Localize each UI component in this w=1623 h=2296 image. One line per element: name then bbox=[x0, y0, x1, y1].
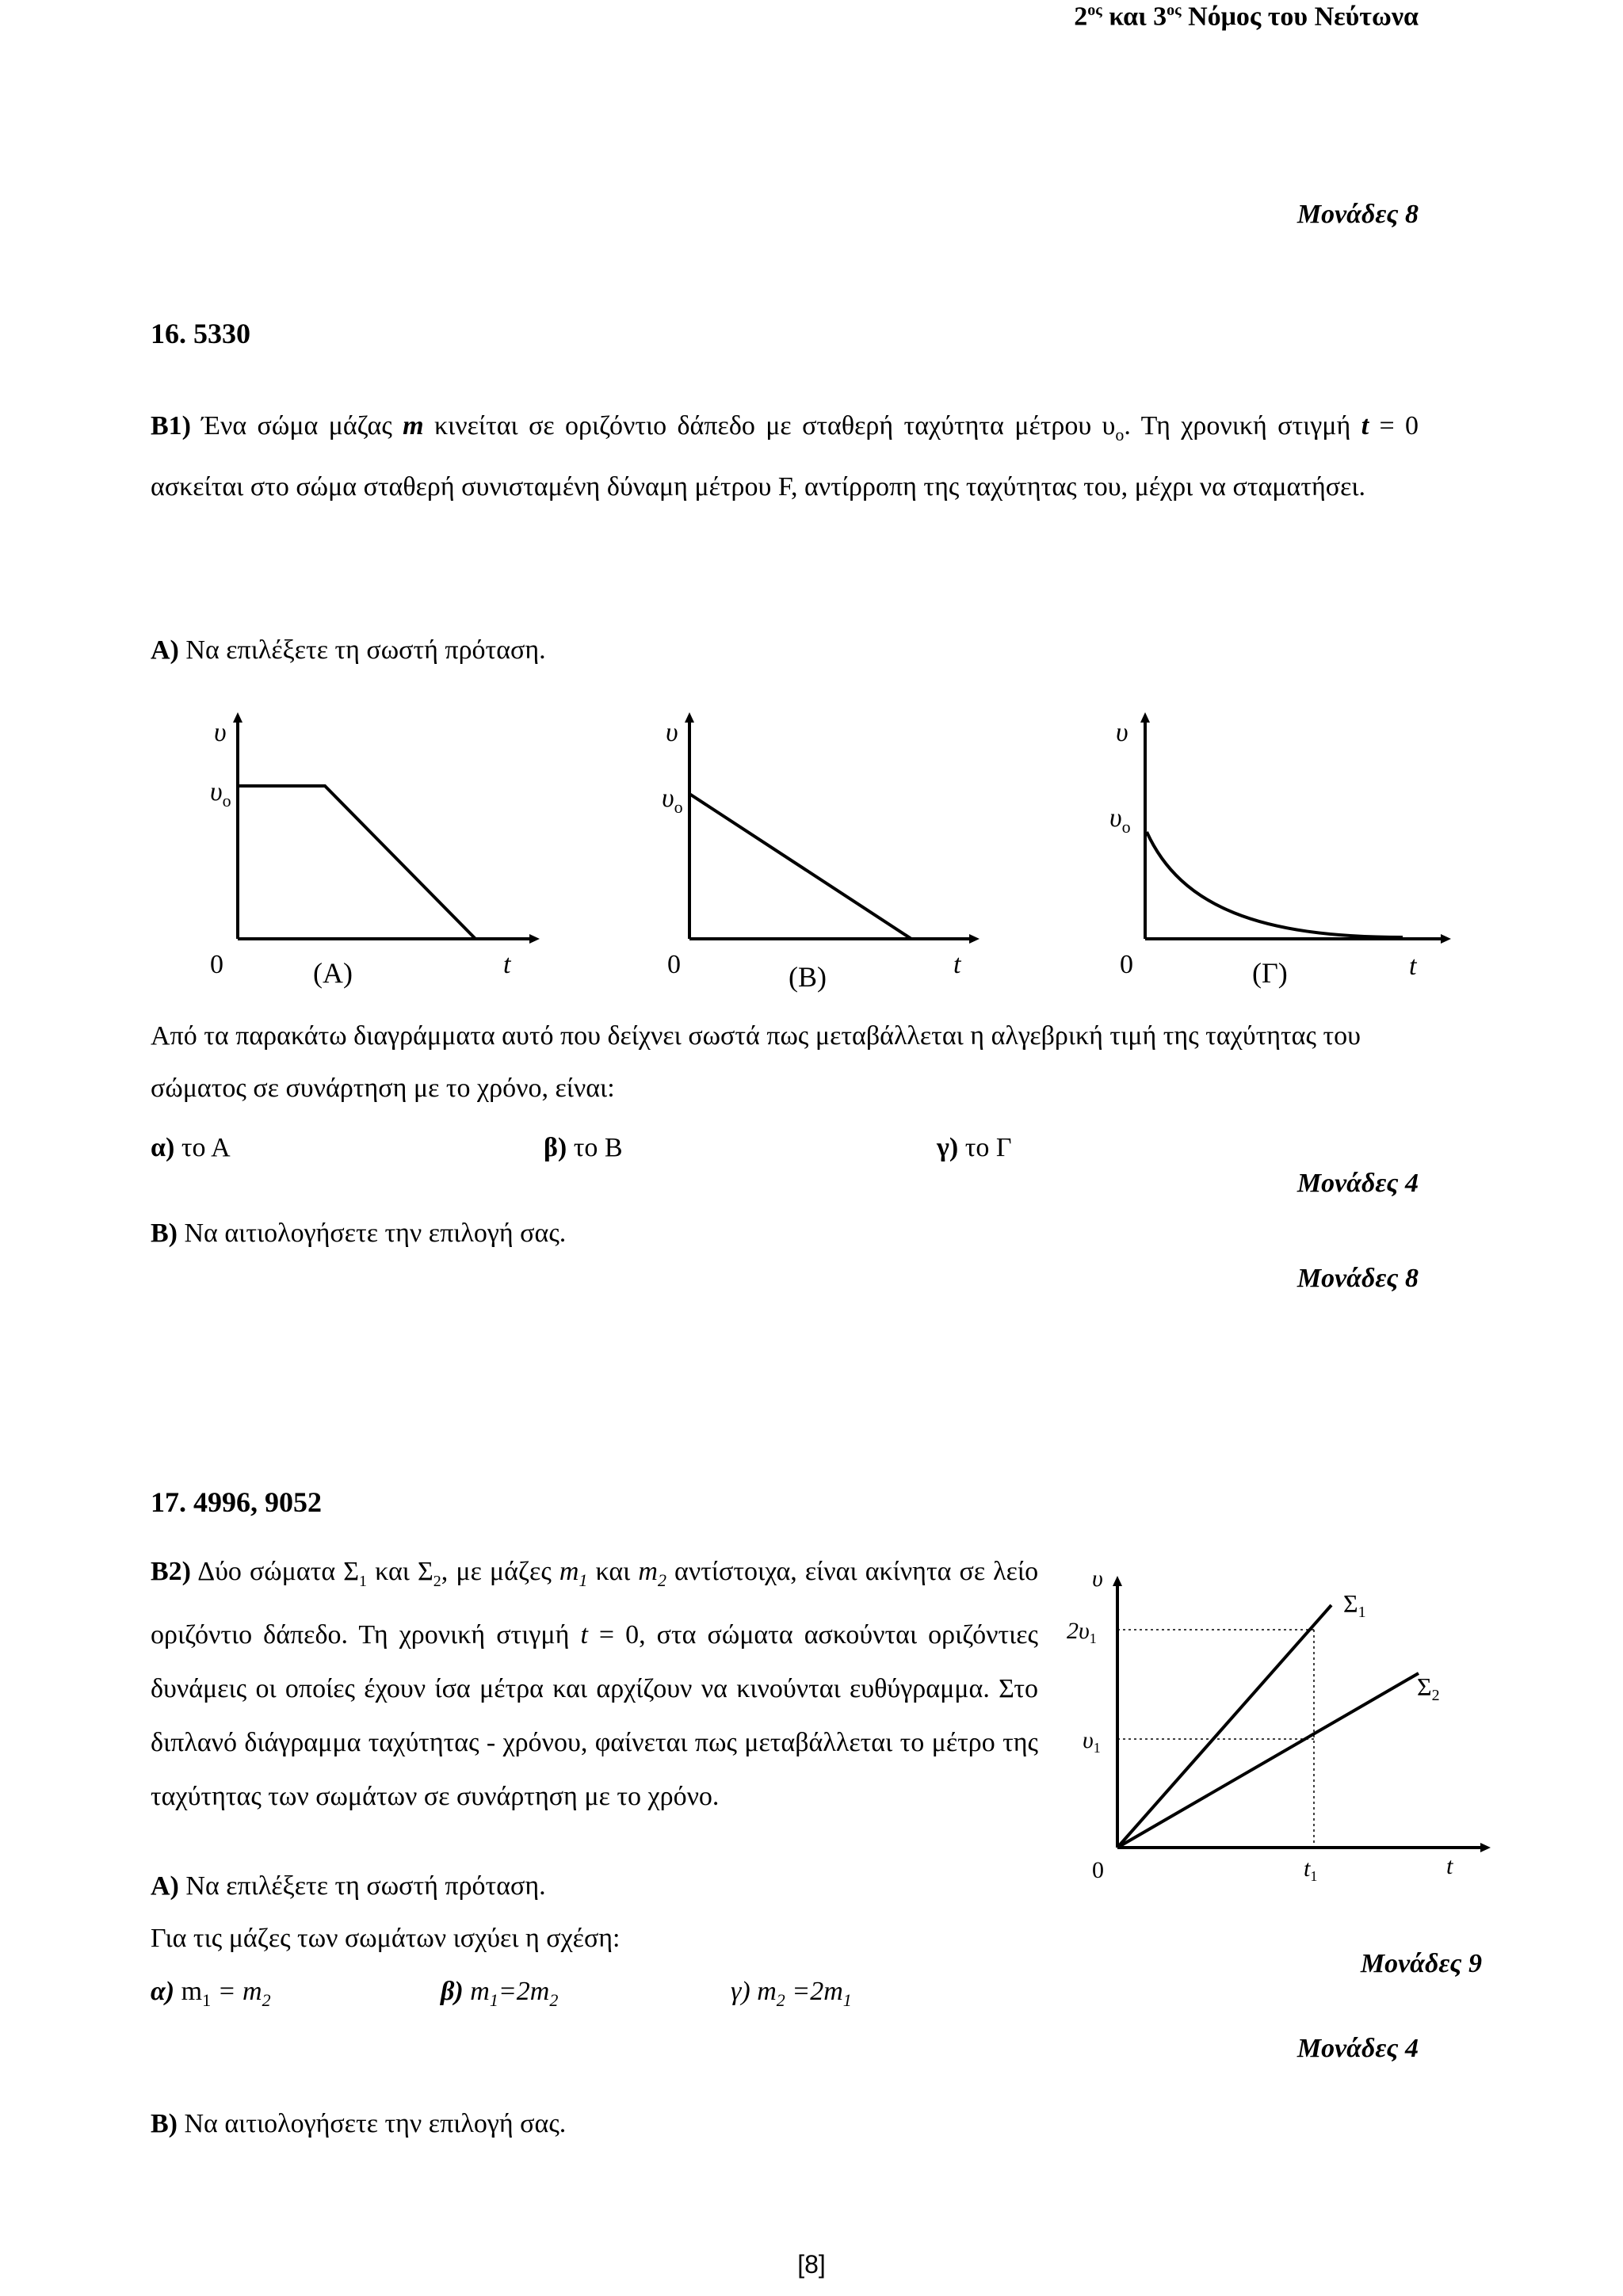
text-run: Ένα σώμα μάζας bbox=[201, 411, 392, 441]
marks-label: Μονάδες 4 bbox=[1296, 1169, 1419, 1198]
mass-relation-prompt: Για τις μάζες των σωμάτων ισχύει η σχέση: bbox=[151, 1924, 621, 1953]
text-run: . Τη χρονική στιγμή bbox=[1124, 411, 1351, 441]
graph-b-v0-label: $\upsilon_o$ bbox=[662, 784, 683, 817]
option-text: το Α bbox=[181, 1133, 231, 1162]
subscript: 1 bbox=[202, 1989, 212, 2010]
origin-label: 0 bbox=[1092, 1857, 1104, 1883]
series-line-2 bbox=[1117, 1673, 1419, 1848]
question-number: 16. 5330 bbox=[151, 318, 250, 349]
graph-c-curve bbox=[1147, 832, 1403, 937]
graph-c-v0-label: $\upsilon_o$ bbox=[1109, 803, 1131, 837]
mass-symbol: m bbox=[403, 411, 424, 441]
y-axis-label: υ bbox=[1092, 1569, 1103, 1592]
part-label: Β) bbox=[151, 2109, 178, 2138]
mass-symbol: m bbox=[559, 1557, 579, 1586]
subscript: 2 bbox=[657, 1569, 666, 1590]
graph-b-x-label: t bbox=[953, 950, 961, 979]
subscript: 1 bbox=[359, 1572, 368, 1590]
option-text: το Γ bbox=[964, 1133, 1012, 1162]
instruction-text: Να επιλέξετε τη σωστή πρόταση. bbox=[185, 635, 546, 665]
question-number: 17. 4996, 9052 bbox=[151, 1486, 322, 1518]
part-label: Α) bbox=[151, 1871, 179, 1901]
question-17-intro bbox=[151, 1545, 1038, 1824]
tick-v1: $\upsilon_1$ bbox=[1083, 1727, 1101, 1756]
instruction-text: Να επιλέξετε τη σωστή πρόταση. bbox=[185, 1871, 546, 1901]
part-label: Β2) bbox=[151, 1557, 191, 1586]
part-a-instruction bbox=[151, 635, 546, 666]
time-symbol: t bbox=[580, 1619, 588, 1650]
question-16-intro bbox=[151, 400, 1419, 513]
time-symbol: t bbox=[1361, 411, 1369, 441]
option-text: =2m bbox=[498, 1977, 550, 2006]
series-line-1 bbox=[1117, 1605, 1331, 1848]
option-text: = m bbox=[211, 1977, 262, 2006]
graph-c-x-label: t bbox=[1409, 952, 1417, 981]
page-header-title: $2^{o\varsigma}$ και $3^{o\varsigma}$ Νόμος του Νεύτωνα bbox=[1074, 2, 1419, 32]
subscript: 1 bbox=[842, 1989, 852, 2010]
marks-label: Μονάδες 9 bbox=[1360, 1949, 1482, 1978]
text-run: , με μάζες bbox=[441, 1557, 552, 1586]
graph-c-origin: 0 bbox=[1120, 950, 1133, 979]
subscript: 2 bbox=[549, 1989, 559, 2010]
text-run: Δύο σώματα Σ bbox=[197, 1557, 360, 1586]
subscript: 2 bbox=[433, 1572, 441, 1590]
subscript: 2 bbox=[262, 1989, 271, 2010]
part-label: Α) bbox=[151, 635, 179, 665]
x-axis-label: t bbox=[1446, 1853, 1453, 1879]
part-label: Β1) bbox=[151, 411, 191, 441]
mass-symbol: m bbox=[638, 1557, 658, 1586]
graph-b-y-label: υ bbox=[666, 718, 678, 747]
graph-b bbox=[662, 717, 975, 993]
subscript: ο bbox=[1115, 424, 1125, 444]
subscript: 2 bbox=[776, 1989, 785, 2010]
text-run: κινείται σε οριζόντιο δάπεδο με σταθερή ταχύτητα μέτρου υ bbox=[434, 411, 1116, 441]
series-2-label: Σ2 bbox=[1417, 1672, 1440, 1704]
tick-2v1: $2\upsilon_1$ bbox=[1067, 1618, 1097, 1646]
subscript: 1 bbox=[489, 1989, 498, 2010]
option-text: m bbox=[470, 1977, 490, 2006]
option-label: γ) bbox=[937, 1133, 959, 1162]
graph-a-origin: 0 bbox=[210, 950, 223, 979]
option-text: =2m bbox=[785, 1977, 843, 2006]
marks-label: Μονάδες 4 bbox=[1296, 2034, 1419, 2063]
instruction-text: Να αιτιολογήσετε την επιλογή σας. bbox=[184, 2109, 567, 2138]
graph-a bbox=[210, 717, 535, 989]
option-label: α) bbox=[151, 1977, 175, 2006]
graph-a-v0-label: $\upsilon_o$ bbox=[210, 777, 231, 810]
option-b bbox=[441, 1977, 558, 2011]
text-run: και Σ bbox=[375, 1557, 433, 1586]
graph-b-curve bbox=[689, 794, 911, 939]
header-superscript: ος bbox=[1167, 2, 1182, 19]
option-a bbox=[151, 1977, 271, 2011]
graph-a-y-label: υ bbox=[214, 718, 227, 747]
subscript: 1 bbox=[579, 1569, 588, 1590]
option-text: m bbox=[757, 1977, 777, 2006]
velocity-graphs bbox=[182, 701, 1466, 1006]
option-a bbox=[151, 1133, 231, 1163]
marks-label: Μονάδες 8 bbox=[1296, 1264, 1419, 1293]
text-run: αντίστοιχα, είναι ακίνητα σε λείο οριζόντιο δάπεδο. Τη χρονική στιγμή bbox=[151, 1557, 1039, 1650]
option-label: β) bbox=[441, 1977, 464, 2006]
option-text: το Β bbox=[573, 1133, 623, 1162]
option-label: α) bbox=[151, 1133, 175, 1162]
part-b-instruction bbox=[151, 2109, 566, 2139]
text-run: και bbox=[595, 1557, 631, 1586]
graph-a-x-label: t bbox=[503, 950, 511, 979]
velocity-time-graph bbox=[1062, 1569, 1506, 1894]
page-number: [8] bbox=[797, 2250, 826, 2279]
tick-t1: $t_1$ bbox=[1304, 1855, 1318, 1884]
series-1-label: Σ1 bbox=[1343, 1589, 1366, 1621]
graph-c-y-label: υ bbox=[1116, 718, 1128, 747]
header-superscript: ος bbox=[1087, 2, 1102, 19]
graph-b-origin: 0 bbox=[667, 950, 681, 979]
part-b-instruction bbox=[151, 1219, 566, 1249]
graph-b-caption: (Β) bbox=[789, 961, 827, 993]
option-c bbox=[731, 1977, 852, 2011]
question-16-prompt: Από τα παρακάτω διαγράμματα αυτό που δείχνει σωστά πως μεταβάλλεται η αλγεβρική τιμή της ταχύτητας του σώματος σε συνάρτηση με το χρόνο, είναι: bbox=[151, 1021, 1361, 1103]
graph-a-curve bbox=[238, 786, 475, 939]
option-b bbox=[544, 1133, 623, 1163]
graph-c bbox=[1109, 717, 1446, 989]
part-a-instruction bbox=[151, 1871, 546, 1901]
graph-a-caption: (Α) bbox=[313, 957, 353, 989]
text-run: = 0 ασκείται στο σώμα σταθερή συνισταμένη δύναμη μέτρου F, αντίρροπη της ταχύτητας του, μέχρι να σταματήσει. bbox=[151, 411, 1419, 502]
instruction-text: Να αιτιολογήσετε την επιλογή σας. bbox=[184, 1219, 567, 1248]
marks-label: Μονάδες 8 bbox=[1296, 200, 1419, 229]
graph-c-caption: (Γ) bbox=[1252, 957, 1288, 989]
option-label: β) bbox=[544, 1133, 567, 1162]
option-text: m bbox=[181, 1977, 203, 2006]
text-run: = 0, στα σώματα ασκούνται οριζόντιες δυνάμεις οι οποίες έχουν ίσα μέτρα και αρχίζουν να κινούνται ευθύγραμμα. Στο διπλανό διάγραμμα ταχύτητας - χρόνου, φαίνεται πως μεταβάλλεται το μέτρο της ταχύτητας των σωμάτων σε συνάρτηση με το χρόνο. bbox=[151, 1619, 1039, 1811]
option-label: γ) bbox=[731, 1977, 750, 2006]
part-label: Β) bbox=[151, 1219, 178, 1248]
option-c bbox=[937, 1133, 1012, 1163]
